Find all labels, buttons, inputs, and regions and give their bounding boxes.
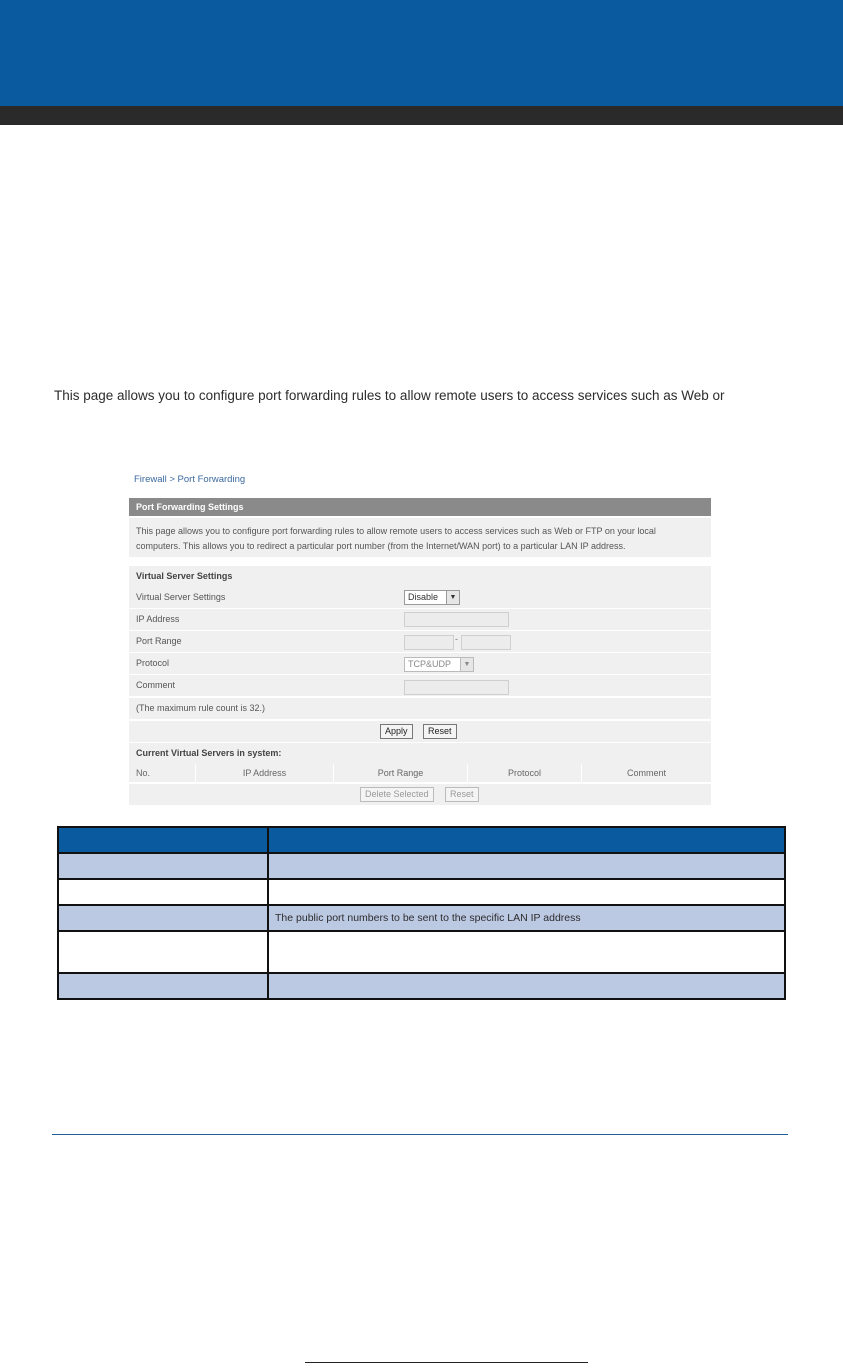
table-cell-field	[58, 931, 268, 973]
table-header-cell	[58, 827, 268, 853]
header-stripe	[0, 106, 843, 125]
delete-selected-button[interactable]: Delete Selected	[360, 787, 434, 802]
footer-line	[305, 1362, 588, 1363]
current-servers-title: Current Virtual Servers in system:	[129, 743, 711, 764]
table-row	[58, 931, 785, 973]
description-line-2: computers. This allows you to redirect a particular port number (from the Internet/WAN port) to a particular LAN IP address.	[136, 541, 626, 551]
port-range-separator: -	[455, 634, 458, 644]
section-title: Virtual Server Settings	[129, 566, 711, 587]
section-divider	[52, 1134, 788, 1135]
virtual-server-value: Disable	[408, 592, 439, 602]
table-cell-description	[268, 853, 785, 879]
column-no: No.	[129, 764, 196, 782]
column-comment: Comment	[582, 764, 711, 782]
table-header-cell	[268, 827, 785, 853]
table-cell-description	[268, 879, 785, 905]
router-screenshot	[129, 468, 711, 808]
table-row	[58, 973, 785, 999]
apply-button[interactable]: Apply	[380, 724, 413, 739]
column-port-range: Port Range	[334, 764, 468, 782]
reset-list-button[interactable]: Reset	[445, 787, 479, 802]
table-row	[58, 905, 785, 931]
table-cell-description: The public port numbers to be sent to the specific LAN IP address	[268, 905, 785, 931]
table-row	[58, 853, 785, 879]
panel-description	[129, 518, 711, 557]
breadcrumb[interactable]: Firewall > Port Forwarding	[134, 474, 246, 485]
table-cell-field	[58, 905, 268, 931]
description-line-1: This page allows you to configure port forwarding rules to allow remote users to access services such as Web or FTP on your local	[136, 526, 656, 536]
panel-title: Port Forwarding Settings	[129, 498, 711, 516]
reset-button[interactable]: Reset	[423, 724, 457, 739]
ip-address-label: IP Address	[136, 614, 180, 624]
max-rule-row	[129, 698, 711, 719]
intro-paragraph: This page allows you to configure port forwarding rules to allow remote users to access services such as Web or	[54, 388, 725, 403]
column-ip-address: IP Address	[196, 764, 334, 782]
protocol-value: TCP&UDP	[408, 659, 452, 669]
virtual-server-select[interactable]	[404, 590, 460, 605]
chevron-down-icon: ▼	[460, 658, 473, 671]
table-cell-description	[268, 931, 785, 973]
table-row	[58, 879, 785, 905]
chevron-down-icon: ▼	[446, 591, 459, 604]
table-cell-field	[58, 879, 268, 905]
port-range-label: Port Range	[136, 636, 182, 646]
comment-label: Comment	[136, 680, 176, 690]
column-protocol: Protocol	[468, 764, 582, 782]
port-range-start-input[interactable]	[404, 635, 454, 650]
virtual-server-label: Virtual Server Settings	[136, 592, 226, 602]
table-cell-field	[58, 973, 268, 999]
max-rule-note: (The maximum rule count is 32.)	[136, 703, 266, 713]
protocol-label: Protocol	[136, 658, 170, 668]
table-header-row	[58, 827, 785, 853]
table-cell-description	[268, 973, 785, 999]
port-range-end-input[interactable]	[461, 635, 511, 650]
comment-input[interactable]	[404, 680, 509, 695]
header-band	[0, 0, 843, 106]
button-row	[129, 721, 711, 742]
table-cell-field	[58, 853, 268, 879]
ip-address-input[interactable]	[404, 612, 509, 627]
reference-table	[57, 826, 786, 1000]
protocol-select[interactable]	[404, 657, 474, 672]
